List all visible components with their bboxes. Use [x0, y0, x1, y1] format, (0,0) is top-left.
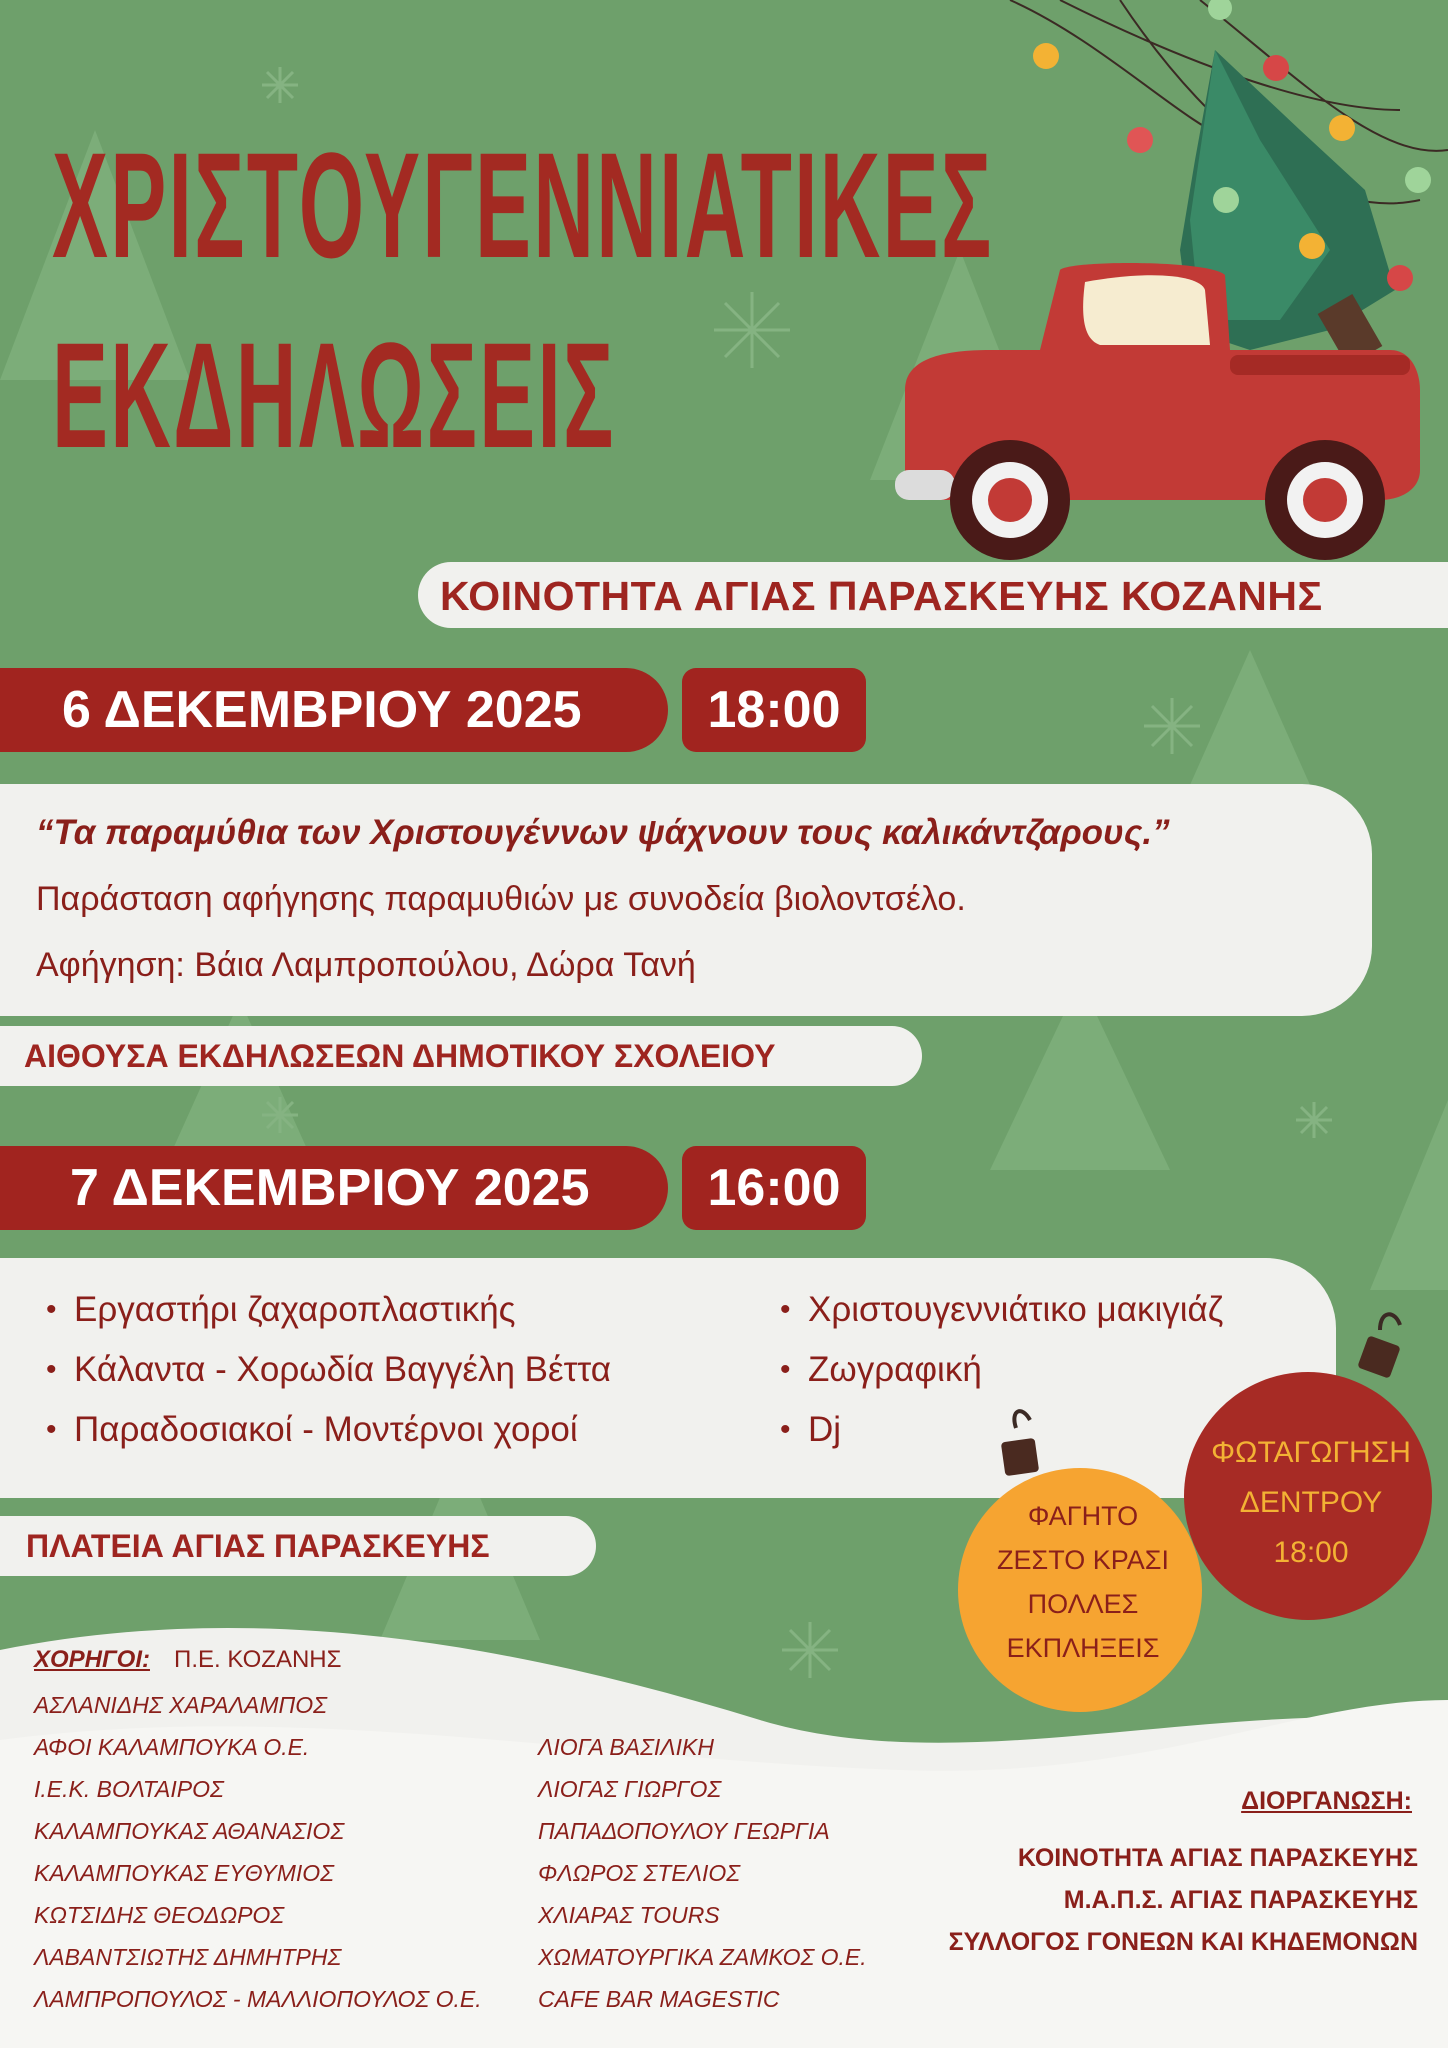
list-item: • Ζωγραφική	[774, 1340, 1223, 1400]
sponsor-item: ΠΑΠΑΔΟΠΟΥΛΟΥ ΓΕΩΡΓΙΑ	[538, 1818, 830, 1844]
sponsor-item: Ι.Ε.Κ. ΒΟΛΤΑΙΡΟΣ	[34, 1776, 224, 1802]
event1-date: 6 ΔΕΚΕΜΒΡΙΟΥ 2025	[62, 681, 582, 739]
sponsor-item: ΛΑΜΠΡΟΠΟΥΛΟΣ - ΜΑΛΛΙΟΠΟΥΛΟΣ Ο.Ε.	[34, 1986, 482, 2012]
community-name: ΚΟΙΝΟΤΗΤΑ ΑΓΙΑΣ ΠΑΡΑΣΚΕΥΗΣ ΚΟΖΑΝΗΣ	[440, 573, 1323, 619]
list-item: • Χριστουγεννιάτικο μακιγιάζ	[774, 1280, 1223, 1340]
event1-venue: ΑΙΘΟΥΣΑ ΕΚΔΗΛΩΣΕΩΝ ΔΗΜΟΤΙΚΟΥ ΣΧΟΛΕΙΟΥ	[24, 1038, 776, 1074]
event2-time: 16:00	[707, 1159, 841, 1217]
event2-venue: ΠΛΑΤΕΙΑ ΑΓΙΑΣ ΠΑΡΑΣΚΕΥΗΣ	[26, 1528, 490, 1564]
red-ornament-line: ΔΕΝΤΡΟΥ	[1239, 1486, 1383, 1519]
sponsor-item: ΛΙΟΓΑ ΒΑΣΙΛΙΚΗ	[538, 1734, 714, 1760]
orange-ornament-line: ΦΑΓΗΤΟ	[1027, 1501, 1139, 1531]
sponsor-item: ΑΣΛΑΝΙΔΗΣ ΧΑΡΑΛΑΜΠΟΣ	[34, 1692, 327, 1718]
sponsor-item: ΦΛΩΡΟΣ ΣΤΕΛΙΟΣ	[538, 1860, 741, 1886]
sponsors-label: ΧΟΡΗΓΟΙ:	[34, 1646, 150, 1673]
orange-ornament-line: ΖΕΣΤΟ ΚΡΑΣΙ	[997, 1545, 1169, 1575]
sponsor-item: ΚΩΤΣΙΔΗΣ ΘΕΟΔΩΡΟΣ	[34, 1902, 285, 1928]
sponsor-item: ΛΑΒΑΝΤΣΙΩΤΗΣ ΔΗΜΗΤΡΗΣ	[34, 1944, 342, 1970]
title-line-2: ΕΚΔΗΛΩΣΕΙΣ	[52, 311, 616, 479]
sponsor-item: ΧΛΙΑΡΑΣ TOURS	[538, 1902, 720, 1928]
event1-time: 18:00	[707, 681, 841, 739]
list-item: • Dj	[774, 1400, 1223, 1460]
event2-date: 7 ΔΕΚΕΜΒΡΙΟΥ 2025	[70, 1159, 590, 1217]
organizer-item: ΚΟΙΝΟΤΗΤΑ ΑΓΙΑΣ ΠΑΡΑΣΚΕΥΗΣ	[1017, 1844, 1418, 1872]
sponsor-item: ΑΦΟΙ ΚΑΛΑΜΠΟΥΚΑ Ο.Ε.	[34, 1734, 310, 1760]
orange-ornament-line: ΕΚΠΛΗΞΕΙΣ	[1006, 1633, 1160, 1663]
orange-ornament-line: ΠΟΛΛΕΣ	[1027, 1589, 1139, 1619]
sponsor-item: ΚΑΛΑΜΠΟΥΚΑΣ ΕΥΘΥΜΙΟΣ	[34, 1860, 334, 1886]
event1-description: Παράσταση αφήγησης παραμυθιών με συνοδεία βιολοντσέλο.	[36, 880, 966, 918]
list-item: • Κάλαντα - Χορωδία Βαγγέλη Βέττα	[40, 1340, 611, 1400]
event1-narrators: Αφήγηση: Βάια Λαμπροπούλου, Δώρα Τανή	[36, 946, 696, 984]
list-item: • Παραδοσιακοί - Μοντέρνοι χοροί	[40, 1400, 611, 1460]
red-ornament-text	[1196, 1428, 1426, 1578]
orange-ornament-text	[960, 1494, 1206, 1670]
event1-quote: “Τα παραμύθια των Χριστουγέννων ψάχνουν τους καλικάντζαρους.”	[36, 813, 1170, 852]
sponsor-item: ΧΩΜΑΤΟΥΡΓΙΚΑ ΖΑΜΚΟΣ Ο.Ε.	[538, 1944, 867, 1970]
title-line-1: ΧΡΙΣΤΟΥΓΕΝΝΙΑΤΙΚΕΣ	[52, 121, 994, 289]
organizers-label: ΔΙΟΡΓΑΝΩΣΗ:	[1241, 1787, 1412, 1815]
sponsor-item: ΚΑΛΑΜΠΟΥΚΑΣ ΑΘΑΝΑΣΙΟΣ	[34, 1818, 345, 1844]
sponsor-item: CAFE BAR MAGESTIC	[538, 1986, 780, 2012]
sponsor-item: ΛΙΟΓΑΣ ΓΙΩΡΓΟΣ	[538, 1776, 722, 1802]
organizer-item: Μ.Α.Π.Σ. ΑΓΙΑΣ ΠΑΡΑΣΚΕΥΗΣ	[1063, 1886, 1418, 1914]
list-item: • Εργαστήρι ζαχαροπλαστικής	[40, 1280, 611, 1340]
organizer-item: ΣΥΛΛΟΓΟΣ ΓΟΝΕΩΝ ΚΑΙ ΚΗΔΕΜΟΝΩΝ	[948, 1928, 1418, 1956]
red-ornament-line: 18:00	[1273, 1536, 1349, 1569]
red-ornament-line: ΦΩΤΑΓΩΓΗΣΗ	[1211, 1436, 1411, 1469]
sponsor-item: Π.Ε. ΚΟΖΑΝΗΣ	[174, 1646, 342, 1673]
